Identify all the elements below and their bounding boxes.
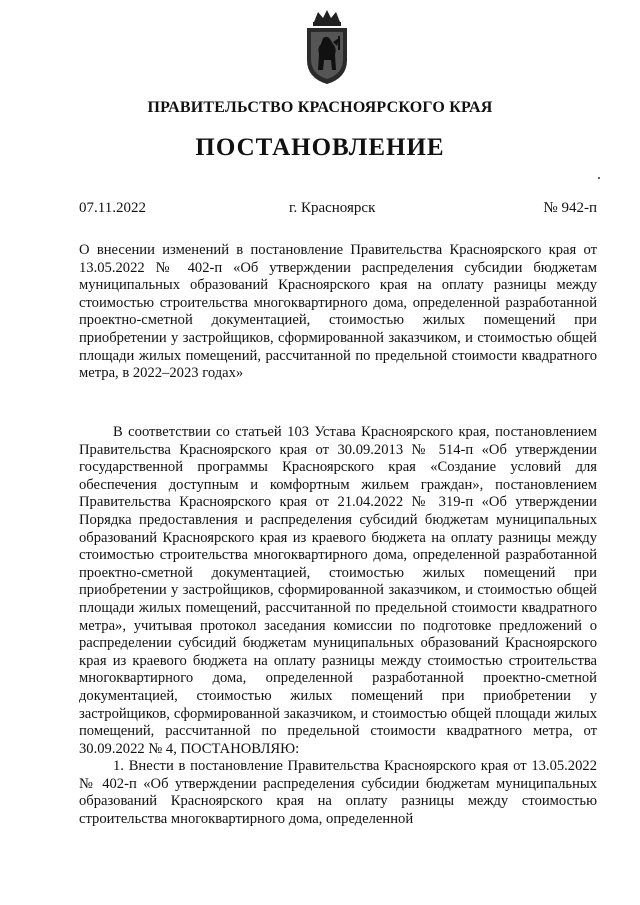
document-city: г. Красноярск [289,200,376,216]
document-type-title: ПОСТАНОВЛЕНИЕ [195,134,445,161]
clause-1-paragraph: 1. Внести в постановление Правительства Красноярского края от 13.05.2022 № 402-п «Об утверждении распределения субсидии бюджетам муниципальных образований Красноярского края на оплату разницы между стоимостью строительства многоквартирного дома, определенной [79,758,597,828]
coat-of-arms-icon [302,8,352,86]
document-subject: О внесении изменений в постановление Правительства Красноярского края от 13.05.2022 № 402-п «Об утверждении распределения субсидии бюджетам муниципальных образований Красноярского края на оплату разницы между стоимостью строительства многоквартирного дома, определенной разработанной проектно-сметной документацией, стоимостью жилых помещений при приобретении у застройщиков, сформированной заказчиком, и стоимостью общей площади жилых помещений, рассчитанной по предельной стоимости квадратного метра, в 2022–2023 годах» [79,242,597,382]
scan-speck [598,177,600,179]
document-body [79,424,597,829]
document-date: 07.11.2022 [79,200,146,216]
preamble-paragraph: В соответствии со статьей 103 Устава Красноярского края, постановлением Правительства Красноярского края от 30.09.2013 № 514-п «Об утверждении государственной программы Красноярского края «Создание условий для обеспечения доступным и комфортным жильем граждан», постановлением Правительства Красноярского края от 21.04.2022 № 319-п «Об утверждении Порядка предоставления и распределения субсидий бюджетам муниципальных образований Красноярского края из краевого бюджета на оплату разницы между стоимостью строительства многоквартирного дома, определенной разработанной проектно-сметной документацией, стоимостью жилых помещений при приобретении у застройщиков, сформированной заказчиком, и стоимостью общей площади жилых помещений, рассчитанной по предельной стоимости квадратного метра», учитывая протокол заседания комиссии по подготовке предложений о распределении субсидий бюджетам муниципальных образований Красноярского края из краевого бюджета на оплату разницы между стоимостью строительства многоквартирного дома, определенной разработанной проектно-сметной документацией, стоимостью жилых помещений при приобретении у застройщиков, сформированной заказчиком, и стоимостью общей площади жилых помещений, рассчитанной по предельной стоимости квадратного метра, от 30.09.2022 № 4, ПОСТАНОВЛЯЮ: [79,424,597,757]
organization-title: ПРАВИТЕЛЬСТВО КРАСНОЯРСКОГО КРАЯ [147,99,493,116]
document-number: № 942-п [543,200,597,216]
